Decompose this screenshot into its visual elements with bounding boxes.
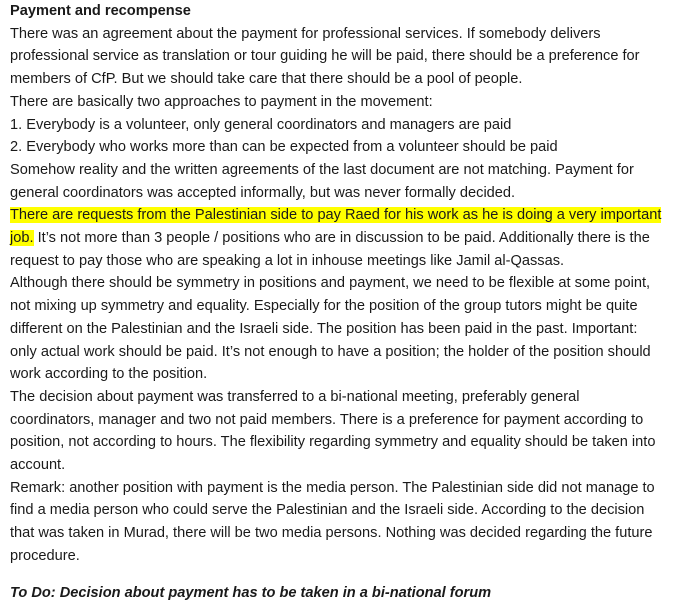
document-body	[10, 0, 680, 604]
list-item-1: 1. Everybody is a volunteer, only general coordinators and managers are paid	[10, 116, 512, 133]
highlighted-text-tail: job.	[10, 230, 34, 247]
paragraph-line	[10, 227, 680, 250]
paragraph-line: procedure.	[10, 547, 80, 564]
highlighted-text: There are requests from the Palestinian side to pay Raed for his work as he is doing a very important	[10, 207, 662, 224]
paragraph-line: members of CfP. But we should take care that there should be a pool of people.	[10, 71, 523, 88]
paragraph-line: account.	[10, 457, 66, 474]
todo-note: To Do: Decision about payment has to be taken in a bi-national forum	[10, 584, 492, 601]
paragraph-spacer	[10, 568, 680, 582]
section-heading: Payment and recompense	[10, 3, 191, 19]
paragraph-line: There are basically two approaches to payment in the movement:	[10, 93, 433, 110]
paragraph-line: The decision about payment was transferred to a bi-national meeting, preferably general	[10, 388, 580, 405]
paragraph-line: different on the Palestinian and the Israeli side. The position has been paid in the past. Important:	[10, 320, 638, 337]
paragraph-line: that was taken in Murad, there will be two media persons. Nothing was decided regarding the future	[10, 525, 653, 542]
paragraph-line: general coordinators was accepted informally, but was never formally decided.	[10, 184, 516, 201]
paragraph-line: Remark: another position with payment is the media person. The Palestinian side did not manage to	[10, 479, 655, 496]
highlighted-line	[10, 204, 680, 227]
paragraph-line: There was an agreement about the payment for professional services. If somebody delivers	[10, 25, 601, 42]
paragraph-text: It’s not more than 3 people / positions who are in discussion to be paid. Additionally there is the	[33, 230, 650, 247]
paragraph-line: not mixing up symmetry and equality. Especially for the position of the group tutors might be quite	[10, 298, 638, 315]
list-item-2: 2. Everybody who works more than can be expected from a volunteer should be paid	[10, 139, 558, 156]
paragraph-line: professional service as translation or tour guiding he will be paid, there should be a preference for	[10, 48, 640, 65]
paragraph-line: Although there should be symmetry in positions and payment, we need to be flexible at some point,	[10, 275, 651, 292]
paragraph-line: Somehow reality and the written agreements of the last document are not matching. Payment for	[10, 161, 634, 178]
paragraph-line: position, not according to hours. The flexibility regarding symmetry and equality should be taken into	[10, 434, 656, 451]
paragraph-line: only actual work should be paid. It’s not enough to have a position; the holder of the position should	[10, 343, 651, 360]
paragraph-line: request to pay those who are speaking a lot in inhouse meetings like Jamil al-Qassas.	[10, 252, 565, 269]
paragraph-line: work according to the position.	[10, 366, 208, 383]
paragraph-line: coordinators, manager and two not paid members. There is a preference for payment according to	[10, 411, 644, 428]
paragraph-line: find a media person who could serve the Palestinian and the Israeli side. According to the decision	[10, 502, 645, 519]
